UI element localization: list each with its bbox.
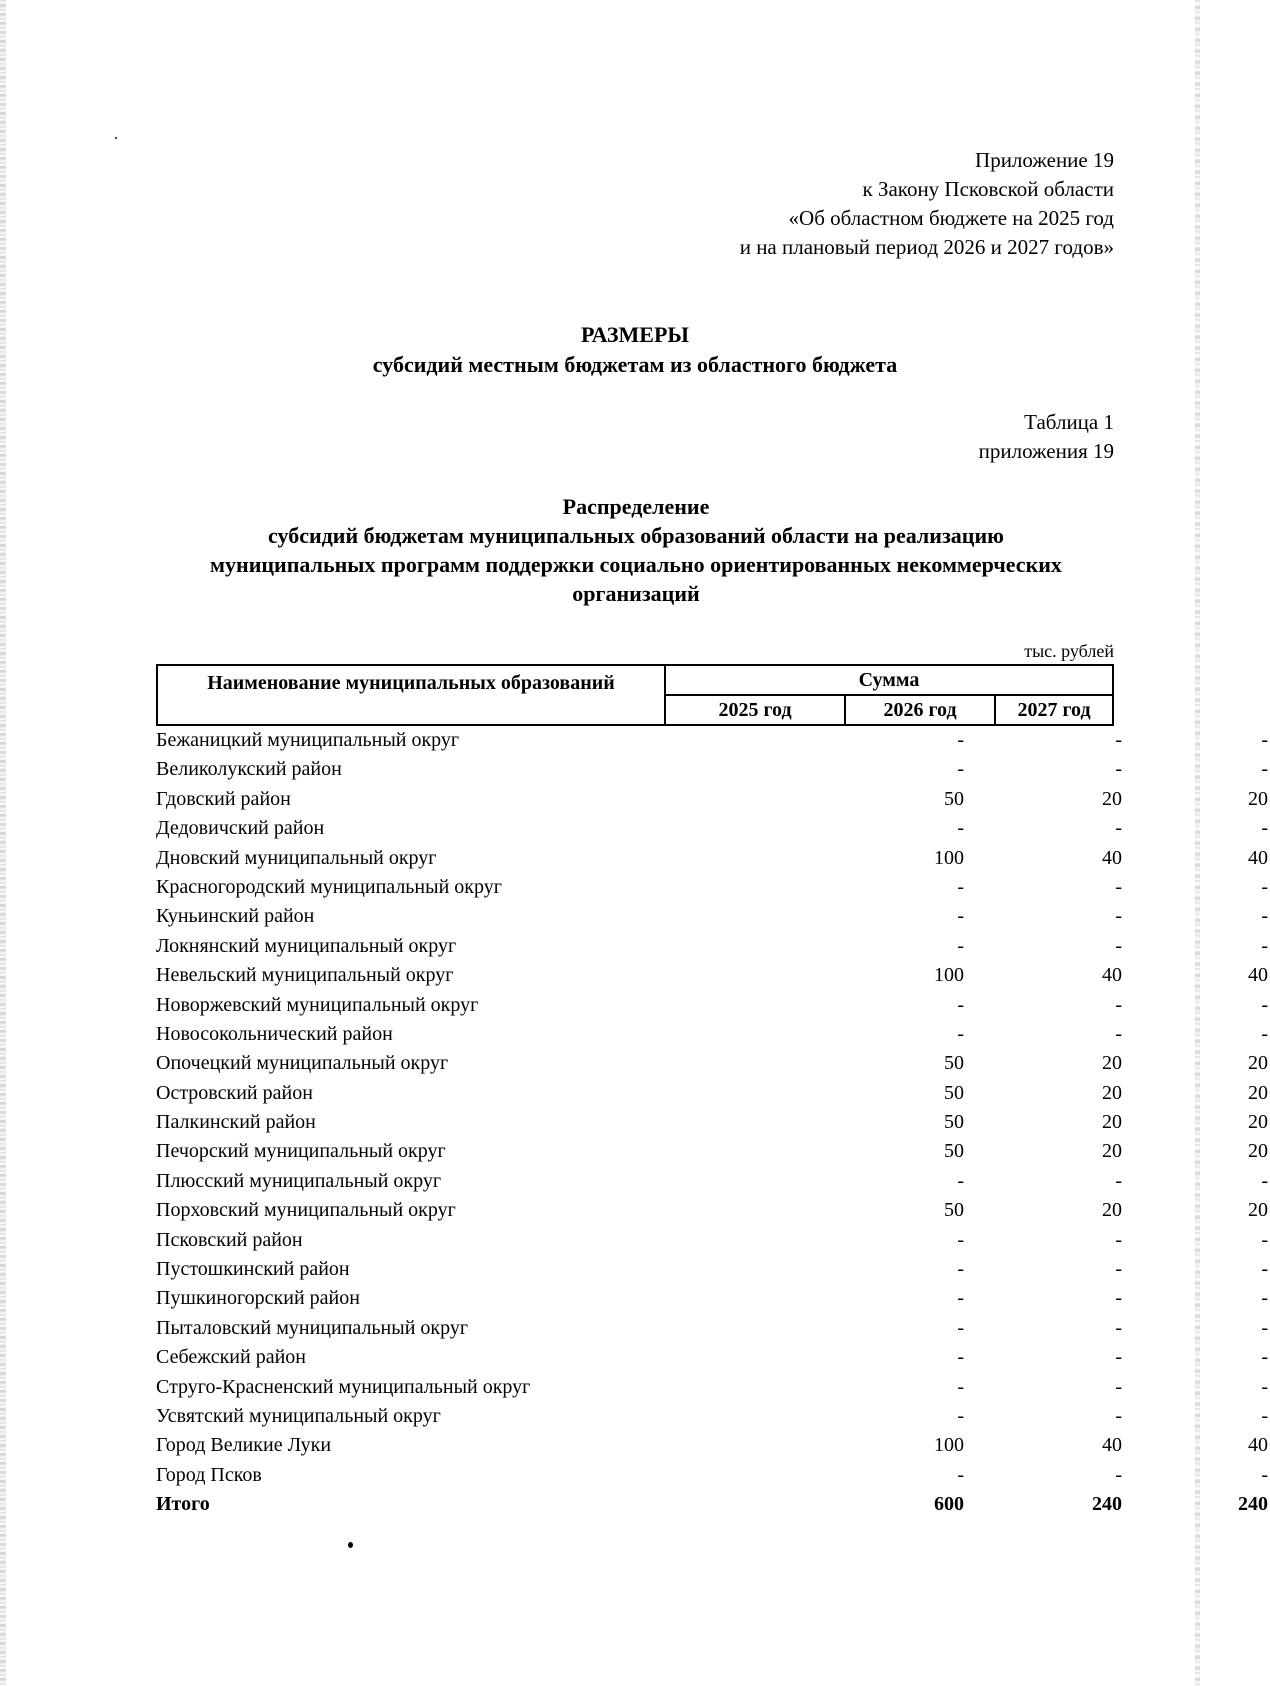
row-value-2027: 20 [1248, 1081, 1268, 1104]
row-value-2026: - [1115, 1404, 1122, 1427]
table-row [156, 814, 1268, 843]
row-value-2025: - [957, 1404, 964, 1427]
row-value-2027: - [1261, 1258, 1268, 1281]
table-row [156, 991, 1268, 1020]
row-value-2027: - [1261, 1346, 1268, 1369]
row-value-2025: 100 [934, 964, 964, 987]
table-row [156, 755, 1268, 784]
row-value-2025: 50 [944, 787, 964, 810]
row-value-2026: - [1115, 905, 1122, 928]
row-value-2027: - [1261, 1316, 1268, 1339]
row-value-2027: - [1261, 1022, 1268, 1045]
row-value-2026: 40 [1102, 846, 1122, 869]
row-value-2027: - [1261, 905, 1268, 928]
row-name: Куньинский район [156, 905, 315, 928]
table-header [156, 664, 1114, 726]
row-name: Гдовский район [156, 787, 291, 810]
row-name: Итого [156, 1493, 210, 1516]
row-name: Печорский муниципальный округ [156, 1140, 446, 1163]
row-value-2026: 40 [1102, 964, 1122, 987]
table-row [156, 1108, 1268, 1137]
row-value-2027: 240 [1238, 1493, 1268, 1516]
table-total-row [156, 1490, 1268, 1519]
row-value-2027: - [1261, 817, 1268, 840]
row-value-2027: 40 [1248, 964, 1268, 987]
table-row [156, 873, 1268, 902]
row-value-2026: - [1115, 817, 1122, 840]
row-value-2026: - [1115, 875, 1122, 898]
table-row [156, 1020, 1268, 1049]
table-body [156, 726, 1268, 1520]
row-value-2027: 40 [1248, 846, 1268, 869]
row-value-2025: 50 [944, 1140, 964, 1163]
row-value-2027: 20 [1248, 1199, 1268, 1222]
row-value-2027: - [1261, 1463, 1268, 1486]
row-name: Пустошкинский район [156, 1258, 350, 1281]
row-name: Псковский район [156, 1228, 303, 1251]
row-name: Дедовичский район [156, 817, 325, 840]
row-value-2027: 20 [1248, 1111, 1268, 1134]
table-row [156, 902, 1268, 931]
row-value-2025: 100 [934, 846, 964, 869]
row-value-2026: - [1115, 1022, 1122, 1045]
row-value-2025: - [957, 875, 964, 898]
table-row [156, 785, 1268, 814]
row-value-2025: - [957, 1169, 964, 1192]
row-value-2026: - [1115, 1169, 1122, 1192]
row-name: Опочецкий муниципальный округ [156, 1052, 449, 1075]
row-value-2025: 50 [944, 1081, 964, 1104]
table-row [156, 1167, 1268, 1196]
row-value-2027: - [1261, 1404, 1268, 1427]
distribution-title-line: организаций [572, 581, 700, 606]
table-ref-line: приложения 19 [978, 439, 1114, 463]
table-row [156, 1226, 1268, 1255]
distribution-title-line: субсидий бюджетам муниципальных образований области на реализацию [268, 523, 1004, 548]
row-value-2027: 20 [1248, 1140, 1268, 1163]
row-name: Невельский муниципальный округ [156, 964, 454, 987]
row-value-2025: - [957, 729, 964, 751]
row-name: Новоржевский муниципальный округ [156, 993, 479, 1016]
appendix-line: и на плановый период 2026 и 2027 годов» [739, 235, 1114, 259]
appendix-line: к Закону Псковской области [862, 177, 1114, 201]
scan-speck [115, 137, 117, 139]
row-name: Великолукский район [156, 758, 342, 781]
row-value-2025: - [957, 817, 964, 840]
row-value-2025: - [957, 1316, 964, 1339]
row-name: Красногородский муниципальный округ [156, 875, 502, 898]
row-name: Себежский район [156, 1346, 306, 1369]
table-row [156, 961, 1268, 990]
header-year-2026: 2026 год [844, 694, 996, 726]
row-value-2025: - [957, 1258, 964, 1281]
row-name: Дновский муниципальный округ [156, 846, 437, 869]
table-ref-line: Таблица 1 [1024, 410, 1114, 434]
row-value-2026: - [1115, 1346, 1122, 1369]
row-name: Город Псков [156, 1463, 262, 1486]
row-value-2027: 20 [1248, 787, 1268, 810]
header-name-cell: Наименование муниципальных образований [156, 664, 666, 726]
table-row [156, 1079, 1268, 1108]
row-value-2025: - [957, 1346, 964, 1369]
row-value-2026: - [1115, 1287, 1122, 1310]
row-value-2026: - [1115, 934, 1122, 957]
row-name: Плюсский муниципальный округ [156, 1169, 442, 1192]
row-value-2027: - [1261, 1287, 1268, 1310]
row-value-2027: - [1261, 1375, 1268, 1398]
row-value-2027: - [1261, 993, 1268, 1016]
row-value-2026: - [1115, 729, 1122, 751]
scan-edge-left [0, 0, 6, 1686]
appendix-line: Приложение 19 [975, 148, 1114, 172]
table-row [156, 932, 1268, 961]
row-value-2026: - [1115, 758, 1122, 781]
row-value-2027: - [1261, 758, 1268, 781]
units-label: тыс. рублей [1024, 641, 1114, 661]
row-value-2026: 240 [1092, 1493, 1122, 1516]
row-name: Порховский муниципальный округ [156, 1199, 456, 1222]
table-row [156, 1196, 1268, 1225]
table-reference [979, 408, 1114, 466]
row-name: Новосокольнический район [156, 1022, 393, 1045]
distribution-title-line: муниципальных программ поддержки социально ориентированных некоммерческих [210, 552, 1062, 577]
row-value-2026: 20 [1102, 1199, 1122, 1222]
table-row [156, 1137, 1268, 1166]
distribution-title [156, 492, 1116, 608]
row-value-2026: 20 [1102, 1111, 1122, 1134]
row-value-2026: - [1115, 1375, 1122, 1398]
row-value-2025: - [957, 905, 964, 928]
row-value-2026: 20 [1102, 1140, 1122, 1163]
table-row [156, 1049, 1268, 1078]
row-value-2025: 50 [944, 1199, 964, 1222]
row-value-2027: - [1261, 1169, 1268, 1192]
subtitle-line: субсидий местным бюджетам из областного бюджета [372, 352, 898, 377]
row-value-2027: - [1261, 875, 1268, 898]
row-value-2025: - [957, 993, 964, 1016]
row-value-2025: 600 [934, 1493, 964, 1516]
row-value-2027: - [1261, 1228, 1268, 1251]
row-value-2025: - [957, 1463, 964, 1486]
appendix-line: «Об областном бюджете на 2025 год [788, 206, 1114, 230]
appendix-reference [740, 146, 1114, 262]
table-row [156, 1373, 1268, 1402]
row-value-2026: - [1115, 1258, 1122, 1281]
row-value-2026: 20 [1102, 1081, 1122, 1104]
row-value-2027: - [1261, 729, 1268, 751]
header-year-2027: 2027 год [994, 694, 1114, 726]
row-value-2026: - [1115, 1316, 1122, 1339]
row-value-2025: 50 [944, 1052, 964, 1075]
row-name: Бежаницкий муниципальный округ [156, 729, 460, 751]
row-name: Город Великие Луки [156, 1434, 332, 1457]
row-name: Палкинский район [156, 1111, 316, 1134]
row-value-2025: 50 [944, 1111, 964, 1134]
row-name: Пушкиногорский район [156, 1287, 360, 1310]
table-row [156, 1402, 1268, 1431]
row-value-2025: 100 [934, 1434, 964, 1457]
table-row [156, 1314, 1268, 1343]
row-value-2025: - [957, 758, 964, 781]
row-value-2026: - [1115, 1463, 1122, 1486]
table-row [156, 726, 1268, 755]
row-name: Усвятский муниципальный округ [156, 1404, 441, 1427]
row-value-2026: 20 [1102, 1052, 1122, 1075]
row-value-2027: 40 [1248, 1434, 1268, 1457]
row-name: Островский район [156, 1081, 313, 1104]
header-year-2025: 2025 год [664, 694, 846, 726]
document-title [0, 320, 1270, 380]
row-value-2026: - [1115, 993, 1122, 1016]
row-name: Локнянский муниципальный округ [156, 934, 457, 957]
table-row [156, 1343, 1268, 1372]
row-value-2025: - [957, 1375, 964, 1398]
row-value-2026: - [1115, 1228, 1122, 1251]
row-name: Пыталовский муниципальный округ [156, 1316, 469, 1339]
row-value-2027: - [1261, 934, 1268, 957]
row-value-2025: - [957, 1228, 964, 1251]
row-value-2027: 20 [1248, 1052, 1268, 1075]
row-name: Струго-Красненский муниципальный округ [156, 1375, 531, 1398]
row-value-2025: - [957, 1287, 964, 1310]
distribution-title-line: Распределение [562, 494, 710, 519]
header-sum-cell: Сумма [664, 664, 1114, 696]
table-row [156, 1255, 1268, 1284]
row-value-2026: 40 [1102, 1434, 1122, 1457]
scan-speck [348, 1542, 353, 1548]
table-row [156, 1431, 1268, 1460]
row-value-2026: 20 [1102, 787, 1122, 810]
table-row [156, 1284, 1268, 1313]
row-value-2025: - [957, 1022, 964, 1045]
row-value-2025: - [957, 934, 964, 957]
title-line: РАЗМЕРЫ [580, 322, 690, 347]
table-row [156, 1461, 1268, 1490]
table-row [156, 844, 1268, 873]
